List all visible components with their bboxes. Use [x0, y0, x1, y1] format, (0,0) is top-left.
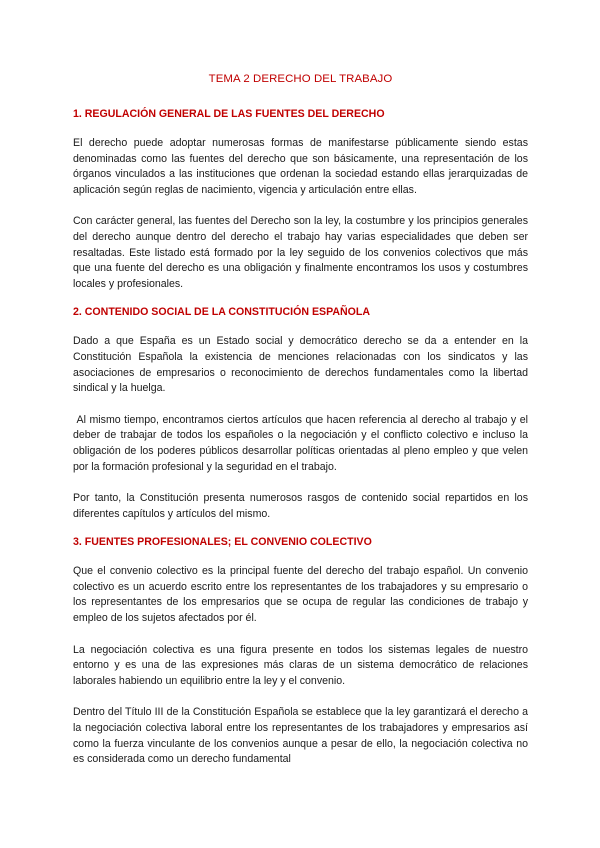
document-title: TEMA 2 DERECHO DEL TRABAJO	[208, 73, 393, 85]
paragraph: La negociación colectiva es una figura presente en todos los sistemas legales de nuestro entorno y es una de las expresiones más claras de un sistema democrático de relaciones laborales habiendo un equilibrio entre la ley y el convenio.	[73, 643, 528, 687]
paragraph: Con carácter general, las fuentes del Derecho son la ley, la costumbre y los principios generales del derecho aunque dentro del derecho el trabajo hay varias especialidades que deben ser resaltadas. Este listado está formado por la ley seguido de los convenios colectivos que más que una fuente del derecho es una obligación y finalmente encontramos los usos y costumbres locales y profesionales.	[73, 215, 528, 290]
paragraph: Dentro del Título III de la Constitución Española se establece que la ley garantizará el derecho a la negociación colectiva laboral entre los representantes de los trabajadores y empresarios así como la fuerza vinculante de los convenios aunque a pesar de ello, la negociación colectiva no es considerada como un derecho fundamental	[73, 706, 528, 766]
paragraph: Dado a que España es un Estado social y democrático derecho se da a entender en la Constitución Española la existencia de menciones relacionadas con los sindicatos y las asociaciones de empresarios o reconocimiento de derechos fundamentales como la libertad sindical y la huelga.	[73, 335, 528, 395]
section-heading-2: 2. CONTENIDO SOCIAL DE LA CONSTITUCIÓN ESPAÑOLA	[73, 306, 371, 319]
paragraph: El derecho puede adoptar numerosas formas de manifestarse públicamente siendo estas denominadas como las fuentes del derecho que son básicamente, una representación de los órganos vinculados a las instituciones que ordenan la sociedad estando ellas jerarquizadas de aplicación según reglas de nacimiento, vigencia y articulación entre ellas.	[73, 137, 528, 196]
paragraph: Al mismo tiempo, encontramos ciertos artículos que hacen referencia al derecho al trabajo y el deber de trabajar de todos los españoles o la negociación y el conflicto colectivo e incluso la obligación de los poderes públicos desarrollar políticas orientadas al pleno empleo y que velen por la formación profesional y la seguridad en el trabajo.	[73, 413, 531, 473]
document-body	[73, 72, 531, 784]
paragraph: Por tanto, la Constitución presenta numerosos rasgos de contenido social repartidos en los diferentes capítulos y artículos del mismo.	[73, 492, 528, 520]
paragraph: Que el convenio colectivo es la principal fuente del derecho del trabajo español. Un convenio colectivo es un acuerdo escrito entre los representantes de los trabajadores y su empresario o los representantes de los empresarios que se ocupa de regular las condiciones de trabajo y empleo de los sujetos afectados por él.	[73, 565, 528, 625]
section-heading-1: 1. REGULACIÓN GENERAL DE LAS FUENTES DEL DERECHO	[73, 108, 385, 120]
section-heading-3: 3. FUENTES PROFESIONALES; EL CONVENIO COLECTIVO	[73, 536, 372, 549]
